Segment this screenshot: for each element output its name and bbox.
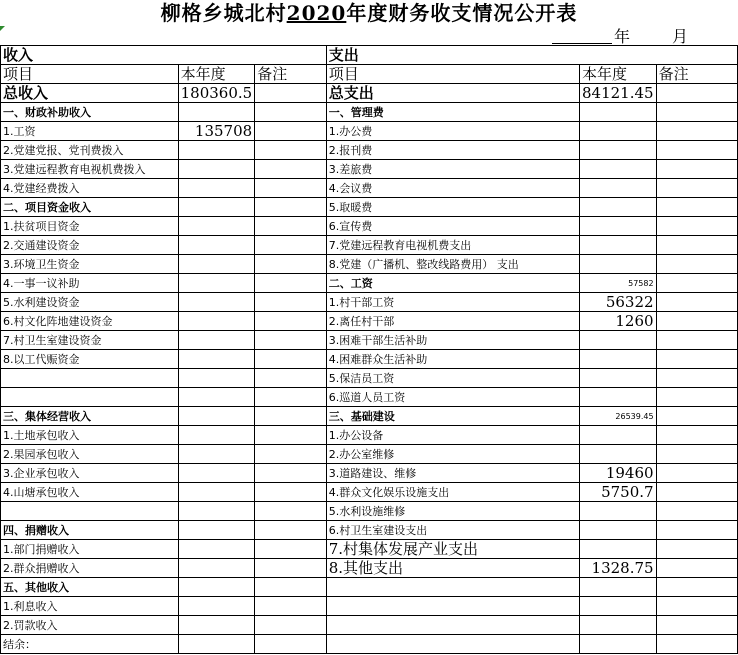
income-note-cell[interactable] xyxy=(255,635,327,654)
expense-amount-cell[interactable] xyxy=(579,540,656,559)
income-amount-cell[interactable] xyxy=(178,445,255,464)
income-amount-cell[interactable] xyxy=(178,236,255,255)
table-row xyxy=(1,179,738,198)
table-row xyxy=(1,293,738,312)
expense-note-cell[interactable] xyxy=(656,369,737,388)
expense-item-cell[interactable]: 三、基础建设 xyxy=(326,407,579,426)
total-expense-note[interactable] xyxy=(656,84,737,103)
expense-note-cell[interactable] xyxy=(656,445,737,464)
income-amount-cell[interactable] xyxy=(178,141,255,160)
income-item-cell[interactable]: 四、捐赠收入 xyxy=(1,521,179,540)
expense-note-cell[interactable] xyxy=(656,331,737,350)
income-note-cell[interactable] xyxy=(255,198,327,217)
expense-amount-cell[interactable] xyxy=(579,350,656,369)
table-row xyxy=(1,521,738,540)
income-amount-cell[interactable] xyxy=(178,597,255,616)
income-note-cell[interactable] xyxy=(255,217,327,236)
blank-cell xyxy=(579,46,656,65)
income-amount-cell[interactable] xyxy=(178,635,255,654)
expense-note-cell[interactable] xyxy=(656,597,737,616)
income-note-cell[interactable] xyxy=(255,616,327,635)
table-row xyxy=(1,369,738,388)
income-amount-cell[interactable] xyxy=(178,198,255,217)
income-item-cell[interactable]: 8.以工代赈资金 xyxy=(1,350,179,369)
income-amount-cell[interactable] xyxy=(178,160,255,179)
expense-note-cell[interactable] xyxy=(656,255,737,274)
expense-note-cell[interactable] xyxy=(656,426,737,445)
income-amount-cell[interactable]: 135708 xyxy=(178,122,255,141)
income-note-cell[interactable] xyxy=(255,293,327,312)
expense-note-cell[interactable] xyxy=(656,578,737,597)
table-row xyxy=(1,426,738,445)
income-note-cell[interactable] xyxy=(255,369,327,388)
table-row xyxy=(1,464,738,483)
table-row xyxy=(1,559,738,578)
income-amount-cell[interactable] xyxy=(178,255,255,274)
income-item-cell[interactable]: 3.企业承包收入 xyxy=(1,464,179,483)
expense-item-cell[interactable]: 4.群众文化娱乐设施支出 xyxy=(326,483,579,502)
income-note-cell[interactable] xyxy=(255,141,327,160)
total-income-note[interactable] xyxy=(255,84,327,103)
income-amount-cell[interactable] xyxy=(178,540,255,559)
income-item-cell[interactable] xyxy=(1,369,179,388)
expense-item-cell[interactable]: 5.取暖费 xyxy=(326,198,579,217)
income-amount-header: 本年度 xyxy=(178,65,255,84)
expense-amount-cell[interactable] xyxy=(579,426,656,445)
title-year: 2020 xyxy=(286,1,347,25)
expense-note-cell[interactable] xyxy=(656,160,737,179)
table-row xyxy=(1,540,738,559)
expense-amount-cell[interactable] xyxy=(579,236,656,255)
title-suffix: 年度财务收支情况公开表 xyxy=(346,1,578,25)
table-row xyxy=(1,597,738,616)
table-row xyxy=(1,350,738,369)
blank-cell xyxy=(656,46,737,65)
expense-amount-cell[interactable] xyxy=(579,521,656,540)
income-note-cell[interactable] xyxy=(255,521,327,540)
expense-amount-cell[interactable] xyxy=(579,445,656,464)
expense-note-cell[interactable] xyxy=(656,122,737,141)
column-header-row xyxy=(1,65,738,84)
expense-note-cell[interactable] xyxy=(656,217,737,236)
expense-note-header: 备注 xyxy=(656,65,737,84)
expense-note-cell[interactable] xyxy=(656,103,737,122)
blank-cell xyxy=(255,46,327,65)
table-row xyxy=(1,255,738,274)
expense-amount-cell[interactable]: 5750.7 xyxy=(579,483,656,502)
expense-note-cell[interactable] xyxy=(656,198,737,217)
expense-item-cell[interactable]: 2.办公室维修 xyxy=(326,445,579,464)
income-item-cell[interactable]: 3.环境卫生资金 xyxy=(1,255,179,274)
expense-note-cell[interactable] xyxy=(656,559,737,578)
expense-note-cell[interactable] xyxy=(656,483,737,502)
income-item-cell[interactable] xyxy=(1,502,179,521)
income-note-cell[interactable] xyxy=(255,445,327,464)
expense-amount-cell[interactable]: 57582 xyxy=(579,274,656,293)
expense-amount-cell[interactable]: 26539.45 xyxy=(579,407,656,426)
income-amount-cell[interactable] xyxy=(178,464,255,483)
expense-note-cell[interactable] xyxy=(656,236,737,255)
income-amount-cell[interactable] xyxy=(178,426,255,445)
expense-amount-cell[interactable] xyxy=(579,369,656,388)
expense-header: 支出 xyxy=(326,46,579,65)
expense-item-cell[interactable]: 2.报刊费 xyxy=(326,141,579,160)
income-item-cell[interactable]: 结余： xyxy=(1,635,179,654)
expense-amount-cell[interactable] xyxy=(579,179,656,198)
income-item-cell[interactable]: 4.一事一议补助 xyxy=(1,274,179,293)
expense-item-header: 项目 xyxy=(326,65,579,84)
expense-item-cell[interactable]: 8.其他支出 xyxy=(326,559,579,578)
income-item-cell[interactable]: 6.村文化阵地建设资金 xyxy=(1,312,179,331)
expense-amount-cell[interactable] xyxy=(579,502,656,521)
total-income-label: 总收入 xyxy=(1,84,179,103)
income-item-cell[interactable]: 二、项目资金收入 xyxy=(1,198,179,217)
income-item-cell[interactable]: 1.利息收入 xyxy=(1,597,179,616)
total-expense-label: 总支出 xyxy=(326,84,579,103)
income-note-cell[interactable] xyxy=(255,312,327,331)
income-item-cell[interactable]: 2.党建党报、党刊费拨入 xyxy=(1,141,179,160)
income-item-cell[interactable]: 2.果园承包收入 xyxy=(1,445,179,464)
expense-amount-header: 本年度 xyxy=(579,65,656,84)
total-income-value[interactable]: 180360.5 xyxy=(178,84,255,103)
income-amount-cell[interactable] xyxy=(178,103,255,122)
income-amount-cell[interactable] xyxy=(178,179,255,198)
expense-item-cell[interactable]: 1.办公设备 xyxy=(326,426,579,445)
expense-note-cell[interactable] xyxy=(656,274,737,293)
expense-note-cell[interactable] xyxy=(656,407,737,426)
table-row xyxy=(1,502,738,521)
expense-item-cell[interactable] xyxy=(326,578,579,597)
income-item-cell[interactable]: 7.村卫生室建设资金 xyxy=(1,331,179,350)
income-note-cell[interactable] xyxy=(255,426,327,445)
expense-note-cell[interactable] xyxy=(656,521,737,540)
table-row xyxy=(1,274,738,293)
expense-note-cell[interactable] xyxy=(656,179,737,198)
expense-note-cell[interactable] xyxy=(656,635,737,654)
expense-note-cell[interactable] xyxy=(656,464,737,483)
expense-amount-cell[interactable] xyxy=(579,141,656,160)
expense-item-cell[interactable]: 4.会议费 xyxy=(326,179,579,198)
expense-item-cell[interactable]: 2.离任村干部 xyxy=(326,312,579,331)
expense-amount-cell[interactable] xyxy=(579,217,656,236)
expense-amount-cell[interactable] xyxy=(579,597,656,616)
table-row xyxy=(1,388,738,407)
expense-item-cell[interactable]: 1.办公费 xyxy=(326,122,579,141)
income-note-cell[interactable] xyxy=(255,559,327,578)
income-note-cell[interactable] xyxy=(255,274,327,293)
income-amount-cell[interactable] xyxy=(178,274,255,293)
expense-item-cell[interactable]: 二、工资 xyxy=(326,274,579,293)
income-item-header: 项目 xyxy=(1,65,179,84)
income-note-cell[interactable] xyxy=(255,388,327,407)
expense-note-cell[interactable] xyxy=(656,293,737,312)
table-row xyxy=(1,616,738,635)
income-item-cell[interactable]: 五、其他收入 xyxy=(1,578,179,597)
expense-note-cell[interactable] xyxy=(656,350,737,369)
expense-amount-cell[interactable] xyxy=(579,331,656,350)
income-amount-cell[interactable] xyxy=(178,559,255,578)
income-amount-cell[interactable] xyxy=(178,312,255,331)
expense-item-cell[interactable] xyxy=(326,597,579,616)
expense-amount-cell[interactable] xyxy=(579,103,656,122)
expense-amount-cell[interactable] xyxy=(579,198,656,217)
expense-item-cell[interactable]: 3.道路建设、维修 xyxy=(326,464,579,483)
expense-item-cell[interactable]: 1.村干部工资 xyxy=(326,293,579,312)
table-row xyxy=(1,407,738,426)
expense-item-cell[interactable]: 7.党建远程教育电视机费支出 xyxy=(326,236,579,255)
income-amount-cell[interactable] xyxy=(178,502,255,521)
table-row xyxy=(1,578,738,597)
expense-item-cell[interactable]: 6.巡道人员工资 xyxy=(326,388,579,407)
table-body xyxy=(1,46,738,654)
income-amount-cell[interactable] xyxy=(178,388,255,407)
table-row xyxy=(1,312,738,331)
table-row xyxy=(1,122,738,141)
table-row xyxy=(1,331,738,350)
income-note-cell[interactable] xyxy=(255,597,327,616)
income-amount-cell[interactable] xyxy=(178,407,255,426)
income-item-cell[interactable]: 2.群众捐赠收入 xyxy=(1,559,179,578)
expense-amount-cell[interactable]: 19460 xyxy=(579,464,656,483)
income-note-cell[interactable] xyxy=(255,502,327,521)
income-note-cell[interactable] xyxy=(255,578,327,597)
income-item-cell[interactable]: 1.扶贫项目资金 xyxy=(1,217,179,236)
table-row xyxy=(1,160,738,179)
income-item-cell[interactable]: 1.土地承包收入 xyxy=(1,426,179,445)
income-amount-cell[interactable] xyxy=(178,331,255,350)
expense-item-cell[interactable] xyxy=(326,635,579,654)
income-amount-cell[interactable] xyxy=(178,217,255,236)
expense-note-cell[interactable] xyxy=(656,141,737,160)
income-amount-cell[interactable] xyxy=(178,483,255,502)
expense-note-cell[interactable] xyxy=(656,540,737,559)
expense-item-cell[interactable]: 6.村卫生室建设支出 xyxy=(326,521,579,540)
income-amount-cell[interactable] xyxy=(178,350,255,369)
table-row xyxy=(1,103,738,122)
income-note-cell[interactable] xyxy=(255,179,327,198)
table-row xyxy=(1,141,738,160)
expense-amount-cell[interactable]: 1260 xyxy=(579,312,656,331)
expense-amount-cell[interactable] xyxy=(579,122,656,141)
table-row xyxy=(1,445,738,464)
expense-note-cell[interactable] xyxy=(656,502,737,521)
income-item-cell[interactable]: 2.交通建设资金 xyxy=(1,236,179,255)
income-note-cell[interactable] xyxy=(255,236,327,255)
date-row xyxy=(0,26,738,45)
income-note-header: 备注 xyxy=(255,65,327,84)
income-amount-cell[interactable] xyxy=(178,578,255,597)
expense-amount-cell[interactable] xyxy=(579,255,656,274)
income-note-cell[interactable] xyxy=(255,331,327,350)
income-note-cell[interactable] xyxy=(255,483,327,502)
expense-amount-cell[interactable] xyxy=(579,160,656,179)
income-item-cell[interactable]: 三、集体经营收入 xyxy=(1,407,179,426)
expense-amount-cell[interactable]: 1328.75 xyxy=(579,559,656,578)
table-row xyxy=(1,217,738,236)
total-row xyxy=(1,84,738,103)
title-village: 柳格乡城北村 xyxy=(160,1,287,25)
year-blank[interactable] xyxy=(552,26,612,44)
income-item-cell[interactable]: 1.工资 xyxy=(1,122,179,141)
table-row xyxy=(1,483,738,502)
total-expense-value[interactable]: 84121.45 xyxy=(579,84,656,103)
income-amount-cell[interactable] xyxy=(178,521,255,540)
income-note-cell[interactable] xyxy=(255,350,327,369)
expense-item-cell[interactable]: 8.党建（广播机、整改线路费用） 支出 xyxy=(326,255,579,274)
page-title xyxy=(0,0,738,26)
expense-item-cell[interactable] xyxy=(326,616,579,635)
blank-cell xyxy=(178,46,255,65)
income-item-cell[interactable]: 4.山塘承包收入 xyxy=(1,483,179,502)
expense-note-cell[interactable] xyxy=(656,616,737,635)
income-amount-cell[interactable] xyxy=(178,616,255,635)
expense-amount-cell[interactable] xyxy=(579,388,656,407)
income-amount-cell[interactable] xyxy=(178,369,255,388)
income-note-cell[interactable] xyxy=(255,407,327,426)
income-item-cell[interactable]: 2.罚款收入 xyxy=(1,616,179,635)
expense-amount-cell[interactable] xyxy=(579,616,656,635)
expense-item-cell[interactable]: 6.宣传费 xyxy=(326,217,579,236)
finance-table xyxy=(0,45,738,654)
expense-amount-cell[interactable] xyxy=(579,635,656,654)
expense-item-cell[interactable]: 3.差旅费 xyxy=(326,160,579,179)
income-note-cell[interactable] xyxy=(255,255,327,274)
income-header: 收入 xyxy=(1,46,179,65)
expense-item-cell[interactable]: 3.困难干部生活补助 xyxy=(326,331,579,350)
expense-item-cell[interactable]: 5.保洁员工资 xyxy=(326,369,579,388)
expense-item-cell[interactable]: 一、管理费 xyxy=(326,103,579,122)
year-label: 年 xyxy=(614,27,631,46)
income-note-cell[interactable] xyxy=(255,103,327,122)
income-note-cell[interactable] xyxy=(255,464,327,483)
table-row xyxy=(1,635,738,654)
expense-item-cell[interactable]: 4.困难群众生活补助 xyxy=(326,350,579,369)
table-row xyxy=(1,236,738,255)
income-note-cell[interactable] xyxy=(255,540,327,559)
expense-note-cell[interactable] xyxy=(656,312,737,331)
section-header-row xyxy=(1,46,738,65)
expense-item-cell[interactable]: 7.村集体发展产业支出 xyxy=(326,540,579,559)
month-label: 月 xyxy=(672,27,689,46)
income-note-cell[interactable] xyxy=(255,122,327,141)
table-row xyxy=(1,198,738,217)
income-amount-cell[interactable] xyxy=(178,293,255,312)
expense-item-cell[interactable]: 5.水利设施维修 xyxy=(326,502,579,521)
income-item-cell[interactable]: 5.水利建设资金 xyxy=(1,293,179,312)
income-item-cell[interactable]: 3.党建远程教育电视机费拨入 xyxy=(1,160,179,179)
income-note-cell[interactable] xyxy=(255,160,327,179)
expense-amount-cell[interactable] xyxy=(579,578,656,597)
income-item-cell[interactable]: 一、财政补助收入 xyxy=(1,103,179,122)
income-item-cell[interactable]: 4.党建经费拨入 xyxy=(1,179,179,198)
expense-amount-cell[interactable]: 56322 xyxy=(579,293,656,312)
expense-note-cell[interactable] xyxy=(656,388,737,407)
income-item-cell[interactable]: 1.部门捐赠收入 xyxy=(1,540,179,559)
income-item-cell[interactable] xyxy=(1,388,179,407)
